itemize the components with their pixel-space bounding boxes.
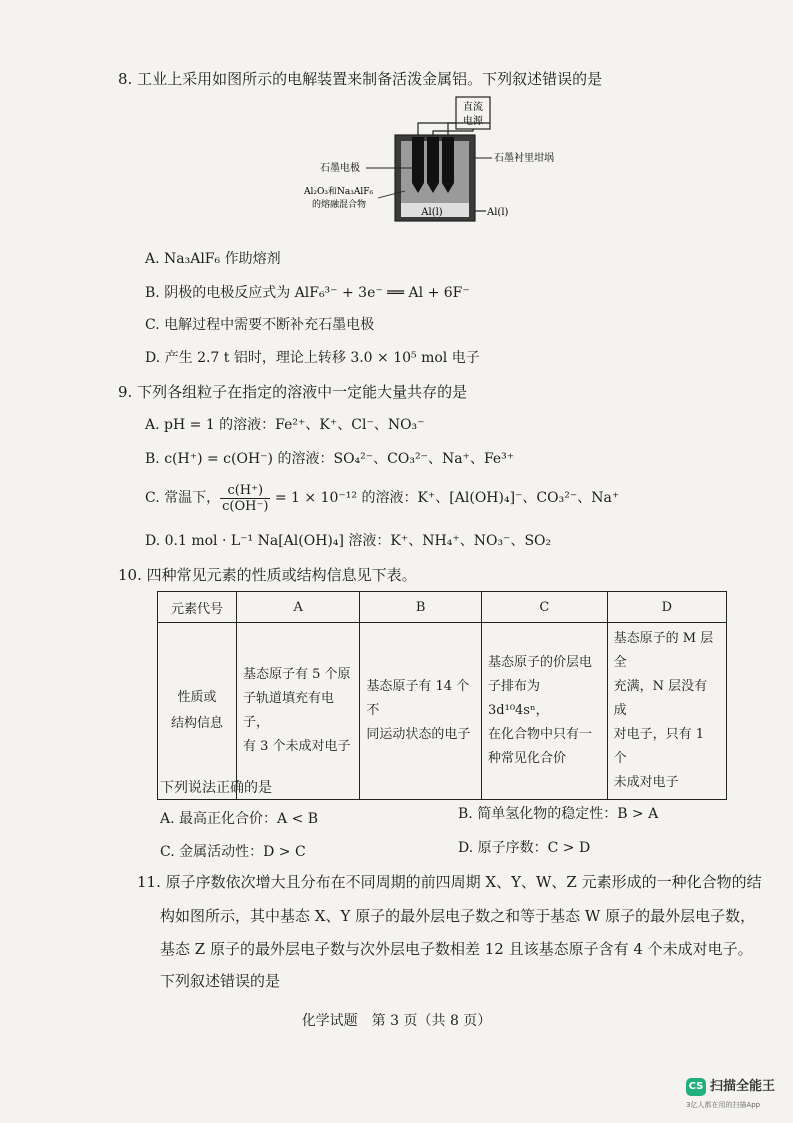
cell-d-line: 充满，N 层没有成 [613,679,708,718]
q10-option-c: C. 金属活动性：D > C [160,844,306,860]
header-b: B [360,592,482,623]
scanner-watermark [686,1076,786,1116]
cell-b-line: 同运动状态的电子 [366,727,471,742]
cell-d-line: 未成对电子 [613,775,679,790]
page-footer: 化学试题 第 3 页（共 8 页） [301,1013,492,1029]
header-code: 元素代号 [158,592,237,623]
q9-option-c [145,481,619,515]
cell-d-line: 基态原子的 M 层全 [613,631,714,670]
q11-line-3: 基态 Z 原子的最外层电子数与次外层电子数相差 12 且该基态原子含有 4 个未成对电子。 [160,940,753,958]
q10-option-b: B. 简单氢化物的稳定性：B > A [458,806,659,822]
q10-prompt: 下列说法正确的是 [160,780,272,796]
power-label-2: 电源 [463,116,483,127]
cell-c-line: 种常见化合价 [488,751,567,766]
cell-c-line: 在化合物中只有一 [488,727,593,742]
cell-d-line: 对电子，只有 1 个 [613,727,705,766]
mixture-label-1: Al₂O₃和Na₃AlF₆ [304,187,374,197]
q9-option-c-suffix: = 1 × 10⁻¹² 的溶液：K⁺、[Al(OH)₄]⁻、CO₃²⁻、Na⁺ [274,490,620,506]
crucible-label: 石墨衬里坩埚 [494,153,554,164]
q9-option-c-prefix: C. 常温下， [145,490,221,506]
q9-option-c-fraction [220,483,270,514]
q9-option-d: D. 0.1 mol · L⁻¹ Na[Al(OH)₄] 溶液：K⁺、NH₄⁺、NO₃⁻、SO₂ [145,533,552,549]
table-row [158,623,727,800]
header-c: C [482,592,608,623]
header-a: A [237,592,360,623]
q8-option-d: D. 产生 2.7 t 铝时，理论上转移 3.0 × 10⁵ mol 电子 [145,350,480,366]
graphite-electrode-3 [442,137,454,193]
cell-b-line: 基态原子有 14 个不 [366,679,470,718]
q10-option-a: A. 最高正化合价：A < B [160,811,319,827]
cell-c-line: 子排布为 3d¹⁰4sⁿ， [488,679,549,718]
q9-option-b: B. c(H⁺) = c(OH⁻) 的溶液：SO₄²⁻、CO₃²⁻、Na⁺、Fe³⁺ [145,451,515,467]
cell-a-line: 有 3 个未成对电子 [243,739,351,754]
cell-a-line: 基态原子有 5 个原 [243,667,351,682]
q8-option-b: B. 阴极的电极反应式为 AlF₆³⁻ + 3e⁻ ══ Al + 6F⁻ [145,285,470,301]
graphite-electrode-1 [412,137,424,193]
q11-line-2: 构如图所示，其中基态 X、Y 原子的最外层电子数之和等于基态 W 原子的最外层电子数， [160,907,756,925]
q8-option-c: C. 电解过程中需要不断补充石墨电极 [145,317,375,333]
q10-stem: 10. 四种常见元素的性质或结构信息见下表。 [118,566,417,584]
row-label-line: 结构信息 [170,716,223,731]
q8-stem: 8. 工业上采用如图所示的电解装置来制备活泼金属铝。下列叙述错误的是 [118,70,603,88]
q10-option-d: D. 原子序数：C > D [458,840,591,856]
cs-logo-icon: CS [686,1078,706,1096]
watermark-subtitle: 3亿人都在用的扫描App [686,1101,761,1109]
q11-line-1: 11. 原子序数依次增大且分布在不同周期的前四周期 X、Y、W、Z 元素形成的一种化合物的结 [137,873,762,891]
cell-a-line: 子轨道填充有电子， [243,691,335,730]
q11-line-4: 下列叙述错误的是 [160,972,281,990]
cell-c-line: 基态原子的价层电 [488,655,593,670]
row-label-line: 性质或 [177,690,217,705]
element-info-table [157,591,727,800]
header-d: D [607,592,726,623]
cell-c [482,623,608,800]
cell-d [607,623,726,800]
al-liquid-label: Al(l) [421,207,443,218]
q9-stem: 9. 下列各组粒子在指定的溶液中一定能大量共存的是 [118,383,468,401]
graphite-electrode-2 [427,137,439,193]
al-outlet-label: Al(l) [487,207,509,218]
table-header-row [158,592,727,623]
electrolysis-diagram [290,95,620,245]
q8-option-a: A. Na₃AlF₆ 作助熔剂 [145,251,281,267]
mixture-label-2: 的熔融混合物 [312,200,367,210]
graphite-electrode-label: 石墨电极 [320,163,360,174]
fraction-numerator: c(H⁺) [220,483,270,499]
fraction-denominator: c(OH⁻) [222,498,269,514]
power-label-1: 直流 [463,102,483,113]
row-label [158,623,237,800]
q9-option-a: A. pH = 1 的溶液：Fe²⁺、K⁺、Cl⁻、NO₃⁻ [145,417,425,433]
cell-b [360,623,482,800]
cell-a [237,623,360,800]
watermark-name: 扫描全能王 [710,1079,776,1094]
